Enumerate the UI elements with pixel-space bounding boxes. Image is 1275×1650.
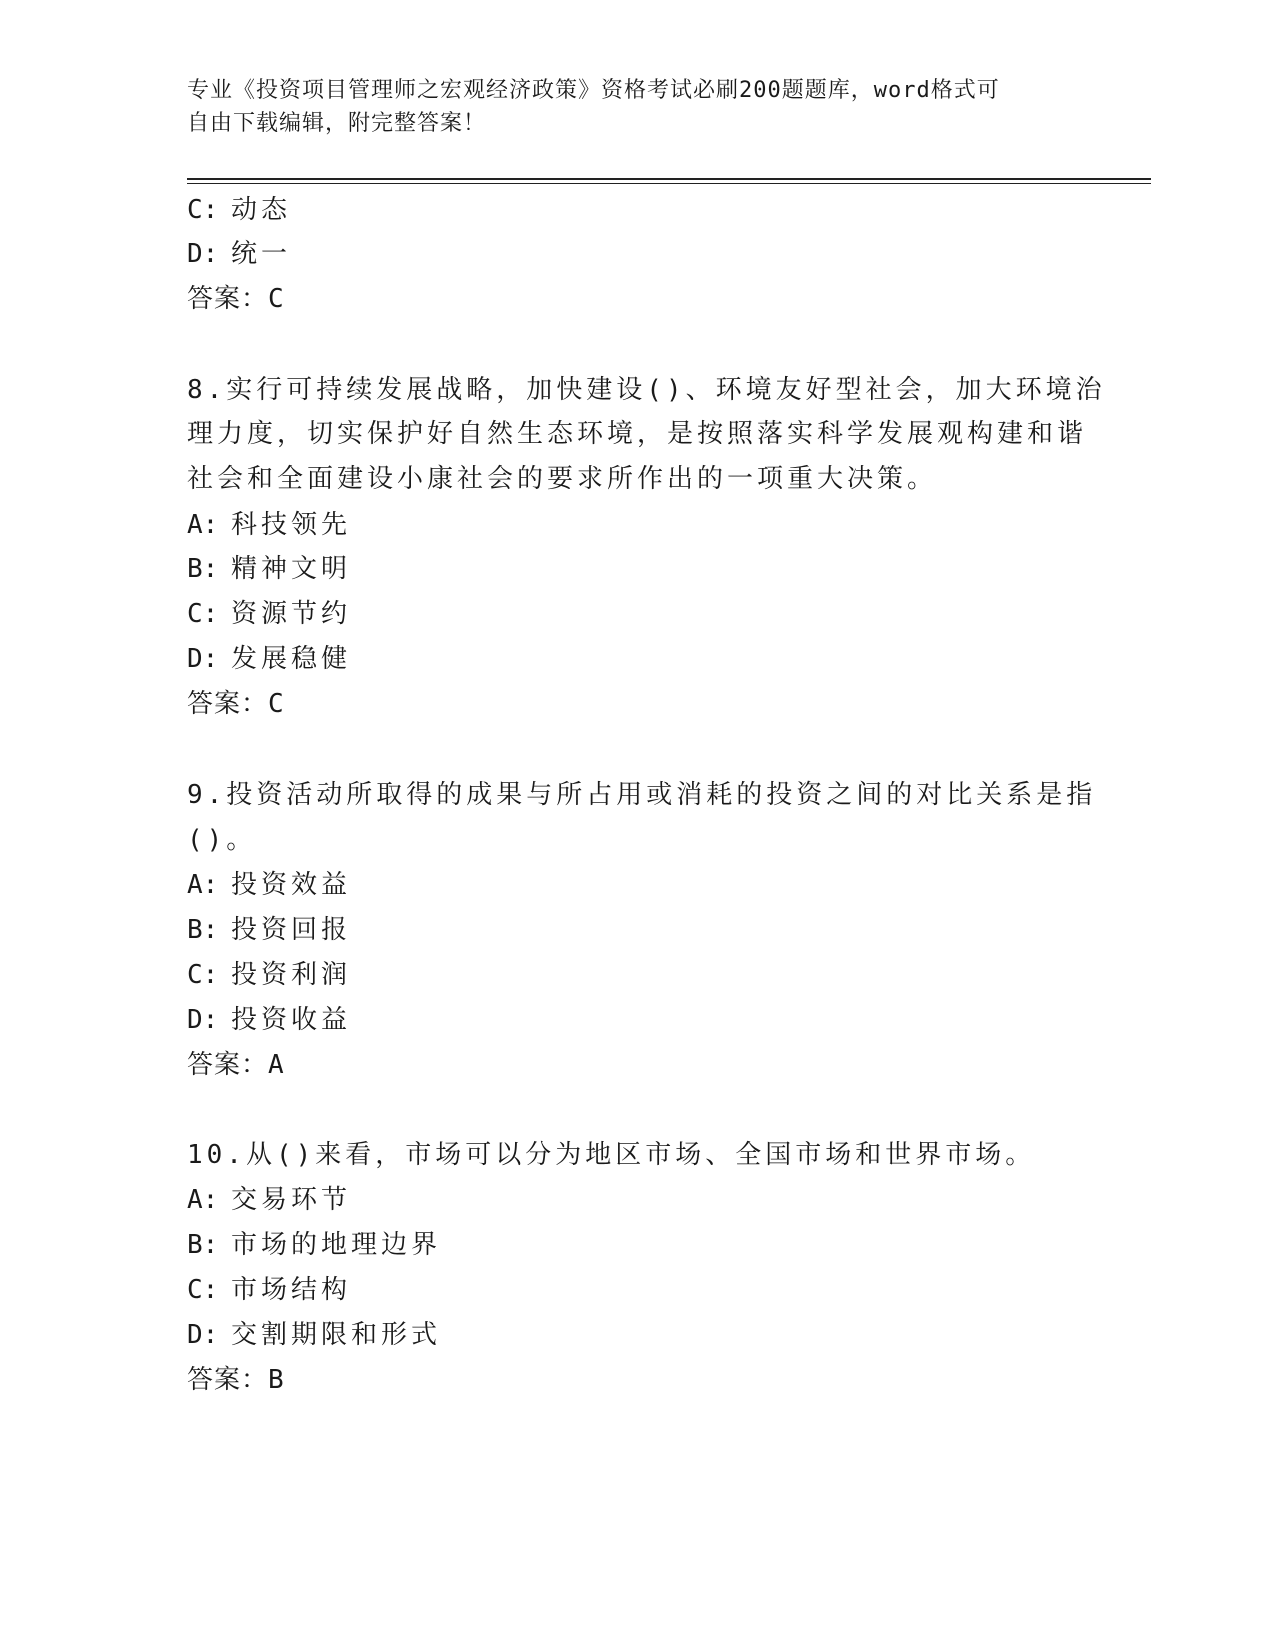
option-label: C: [187, 599, 219, 629]
header-rule-thick [187, 178, 1151, 180]
q8-option-d [187, 644, 351, 674]
option-text: 投资收益 [231, 1005, 352, 1035]
answer-value: A [268, 1050, 285, 1080]
q10-option-c [187, 1275, 351, 1305]
q8-option-c [187, 599, 351, 629]
option-text: 发展稳健 [231, 644, 352, 674]
answer-prefix: 答案： [187, 689, 269, 719]
q10-option-d [187, 1320, 441, 1350]
q7-option-c [187, 195, 291, 225]
option-text: 统一 [231, 239, 292, 269]
option-label: D: [187, 644, 219, 674]
q8-stem-line-2: 理力度，切实保护好自然生态环境，是按照落实科学发展观构建和谐 [187, 419, 1088, 449]
document-header [187, 74, 1067, 140]
option-text: 交易环节 [231, 1185, 352, 1215]
q8-stem-line-3: 社会和全面建设小康社会的要求所作出的一项重大决策。 [187, 464, 938, 494]
q9-option-d [187, 1005, 351, 1035]
option-text: 市场结构 [231, 1275, 352, 1305]
option-label: B: [187, 915, 219, 945]
q9-option-b [187, 915, 351, 945]
answer-prefix: 答案： [187, 1365, 269, 1395]
answer-value: C [268, 284, 285, 314]
option-text: 动态 [231, 195, 292, 225]
option-text: 精神文明 [231, 554, 352, 584]
header-rule-thin [187, 183, 1151, 184]
answer-value: C [268, 689, 285, 719]
option-label: C: [187, 195, 219, 225]
option-label: A: [187, 1185, 219, 1215]
q10-stem-line-1: 10.从()来看，市场可以分为地区市场、全国市场和世界市场。 [187, 1140, 1036, 1170]
option-text: 投资回报 [231, 915, 352, 945]
q8-option-a [187, 510, 351, 540]
option-text: 资源节约 [231, 599, 352, 629]
q10-answer [187, 1365, 285, 1395]
q10-option-b [187, 1230, 441, 1260]
q8-option-b [187, 554, 351, 584]
option-label: D: [187, 239, 219, 269]
q8-answer [187, 689, 285, 719]
q7-answer [187, 284, 285, 314]
q9-option-c [187, 960, 351, 990]
q9-answer [187, 1050, 285, 1080]
option-text: 科技领先 [231, 510, 352, 540]
answer-prefix: 答案： [187, 1050, 269, 1080]
option-text: 交割期限和形式 [231, 1320, 442, 1350]
answer-value: B [268, 1365, 285, 1395]
option-label: C: [187, 1275, 219, 1305]
answer-prefix: 答案： [187, 284, 269, 314]
q9-stem-line-2: ()。 [187, 825, 257, 855]
option-label: C: [187, 960, 219, 990]
option-text: 投资利润 [231, 960, 352, 990]
q9-stem-line-1: 9.投资活动所取得的成果与所占用或消耗的投资之间的对比关系是指 [187, 780, 1097, 810]
q8-stem-line-1: 8.实行可持续发展战略，加快建设()、环境友好型社会，加大环境治 [187, 375, 1106, 405]
option-label: B: [187, 1230, 219, 1260]
option-label: D: [187, 1005, 219, 1035]
option-label: B: [187, 554, 219, 584]
header-line-1: 专业《投资项目管理师之宏观经济政策》资格考试必刷200题题库，word格式可 [187, 78, 1000, 103]
option-label: D: [187, 1320, 219, 1350]
q7-option-d [187, 239, 291, 269]
option-label: A: [187, 510, 219, 540]
q9-option-a [187, 870, 351, 900]
option-text: 投资效益 [231, 870, 352, 900]
option-text: 市场的地理边界 [231, 1230, 442, 1260]
option-label: A: [187, 870, 219, 900]
q10-option-a [187, 1185, 351, 1215]
header-line-2: 自由下载编辑，附完整答案！ [187, 111, 487, 136]
